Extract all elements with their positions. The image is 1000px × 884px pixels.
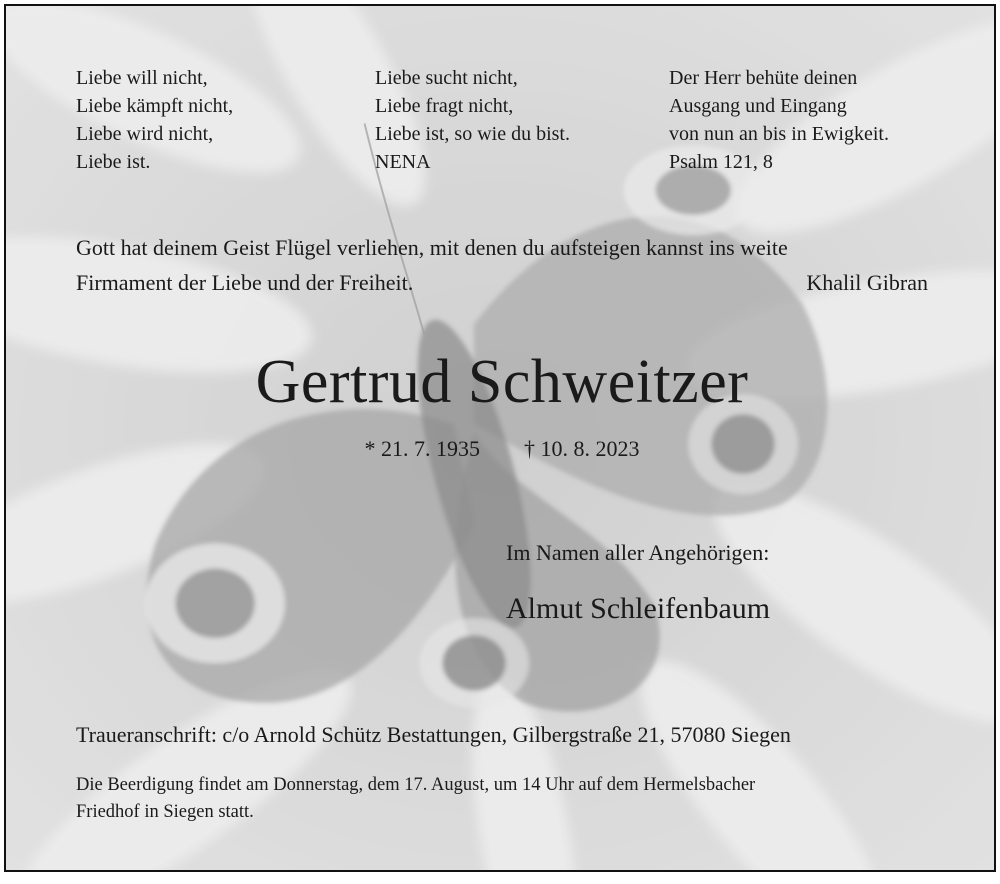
funeral-info-line: Friedhof in Siegen statt. <box>76 802 254 822</box>
quote-line: Psalm 121, 8 <box>669 151 773 173</box>
quote-line: Liebe sucht nicht, <box>375 67 518 89</box>
deceased-name: Gertrud Schweitzer <box>255 348 749 416</box>
quote-line: Der Herr behüte deinen <box>669 67 858 89</box>
quote-line: Liebe wird nicht, <box>76 123 214 145</box>
gibran-quote-line: Gott hat deinem Geist Flügel verliehen, mit denen du aufsteigen kannst ins weite <box>76 235 788 260</box>
quote-line: Liebe kämpft nicht, <box>76 95 234 117</box>
birth-date: * 21. 7. 1935 <box>364 436 480 461</box>
funeral-info <box>76 772 928 826</box>
quote-nena-column <box>375 64 570 176</box>
quote-love-column <box>76 64 233 176</box>
funeral-info-line: Die Beerdigung findet am Donnerstag, dem 17. August, um 14 Uhr auf dem Hermelsbacher <box>76 775 756 795</box>
life-dates <box>6 434 996 464</box>
obituary-notice <box>4 4 996 872</box>
quote-psalm-column <box>669 64 889 176</box>
mourner-name: Almut Schleifenbaum <box>506 592 771 625</box>
quote-line: Liebe will nicht, <box>76 67 208 89</box>
opening-quotes <box>76 64 936 184</box>
gibran-quote-line: Firmament der Liebe und der Freiheit. <box>76 270 414 295</box>
gibran-quote-author: Khalil Gibran <box>806 270 928 295</box>
quote-line: Liebe ist, so wie du bist. <box>375 123 570 145</box>
death-date: † 10. 8. 2023 <box>524 436 640 461</box>
condolence-address: Traueranschrift: c/o Arnold Schütz Bestattungen, Gilbergstraße 21, 57080 Siegen <box>76 722 791 747</box>
quote-line: Liebe ist. <box>76 151 151 173</box>
gibran-quote-last-line <box>76 265 928 300</box>
gibran-quote <box>76 230 928 300</box>
quote-line: NENA <box>375 151 431 173</box>
notice-content <box>6 6 994 870</box>
mourners-intro: Im Namen aller Angehörigen: <box>506 540 770 565</box>
quote-line: Liebe fragt nicht, <box>375 95 514 117</box>
quote-line: von nun an bis in Ewigkeit. <box>669 123 889 145</box>
quote-line: Ausgang und Eingang <box>669 95 847 117</box>
